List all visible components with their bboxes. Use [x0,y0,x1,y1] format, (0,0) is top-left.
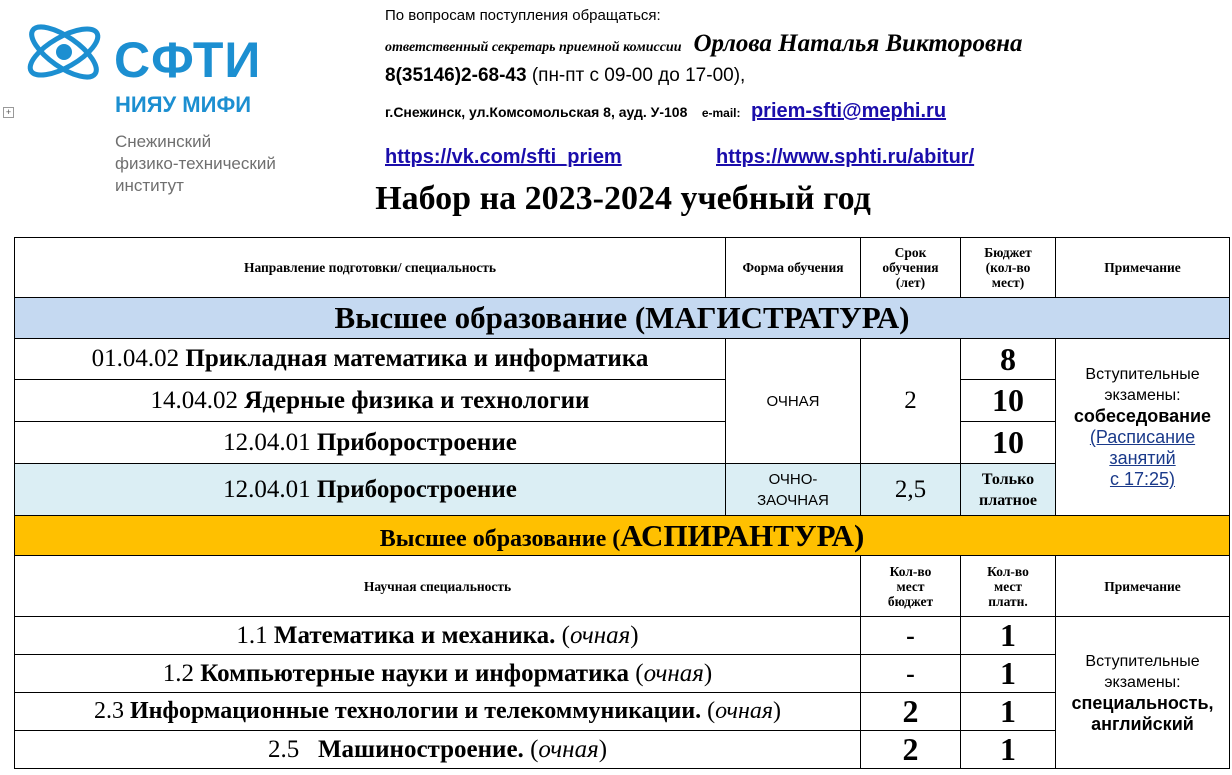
aspirantura-spec-1: 1.1 Математика и механика. (очная) [15,617,861,655]
header-budget: Бюджет (кол-во мест) [961,238,1056,298]
magistracy-budget-3: 10 [961,422,1056,464]
table-row [15,617,1230,655]
contacts-address: г.Снежинск, ул.Комсомольская 8, ауд. У-108 [385,104,688,120]
expand-handle-icon[interactable]: + [3,107,14,118]
magistracy-spec-3: 12.04.01 Приборостроение [15,422,726,464]
contacts-intro: По вопросам поступления обращаться: [385,7,661,24]
magistracy-term-parttime: 2,5 [861,464,961,516]
header-term: Срок обучения (лет) [861,238,961,298]
atom-icon [22,10,106,94]
aspirantura-paid-2: 1 [961,655,1056,693]
table-row [15,422,1230,464]
header-direction: Направление подготовки/ специальность [15,238,726,298]
aspirantura-header-row [15,556,1230,617]
magistracy-note: Вступительные экзамены: собеседование (Расписание занятий с 17:25) [1056,339,1230,516]
admission-table [14,237,1230,769]
aspirantura-paid-3: 1 [961,693,1056,731]
email-link[interactable]: priem-sfti@mephi.ru [750,100,947,122]
magistracy-budget-parttime: Только платное [961,464,1056,516]
contacts-person: Орлова Наталья Викторовна [693,30,1023,57]
aspirantura-paid-4: 1 [961,731,1056,769]
magistracy-spec-parttime: 12.04.01 Приборостроение [15,464,726,516]
contacts-phone-line [385,65,745,87]
magistracy-heading: Высшее образование (МАГИСТРАТУРА) [15,298,1230,339]
magistracy-spec-1: 01.04.02 Прикладная математика и информатика [15,339,726,380]
logo-line-2: физико-технический [115,154,276,173]
magistracy-term: 2 [861,339,961,464]
schedule-link[interactable]: (Расписание занятий с 17:25) [1089,427,1196,489]
magistracy-budget-1: 8 [961,339,1056,380]
contacts-phone: 8(35146)2-68-43 [385,65,527,86]
page-title: Набор на 2023-2024 учебный год [375,180,871,217]
header-note: Примечание [1056,238,1230,298]
aspirantura-budget-4: 2 [861,731,961,769]
magistracy-form: ОЧНАЯ [726,339,861,464]
table-row [15,693,1230,731]
aspirantura-header-paid: Кол-во мест платн. [961,556,1056,617]
logo-line-1: Снежинский [115,132,212,151]
logo-line-3: институт [115,176,184,195]
aspirantura-header-spec: Научная специальность [15,556,861,617]
aspirantura-budget-1: - [861,617,961,655]
magistracy-budget-2: 10 [961,380,1056,422]
logo [22,10,322,200]
aspirantura-budget-2: - [861,655,961,693]
aspirantura-heading: Высшее образование (АСПИРАНТУРА) [15,516,1230,556]
logo-name: СФТИ [114,32,262,88]
aspirantura-heading-row [15,516,1230,556]
contacts-role-line [385,30,1023,58]
aspirantura-header-budget: Кол-во мест бюджет [861,556,961,617]
aspirantura-budget-3: 2 [861,693,961,731]
vk-link[interactable]: https://vk.com/sfti_priem [385,146,622,168]
magistracy-spec-2: 14.04.02 Ядерные физика и технологии [15,380,726,422]
magistracy-heading-row [15,298,1230,339]
contacts-hours: (пн-пт с 09-00 до 17-00), [526,65,746,86]
table-row [15,339,1230,380]
table-row [15,731,1230,769]
magistracy-form-parttime: ОЧНО- ЗАОЧНАЯ [726,464,861,516]
table-row [15,464,1230,516]
aspirantura-paid-1: 1 [961,617,1056,655]
aspirantura-note: Вступительные экзамены: специальность, английский [1056,617,1230,769]
contacts-email-label: e-mail: [701,106,741,120]
logo-subname: НИЯУ МИФИ [115,92,252,117]
contacts-role: ответственный секретарь приемной комиссии [385,40,682,55]
site-link[interactable]: https://www.sphti.ru/abitur/ [716,146,975,168]
aspirantura-spec-2: 1.2 Компьютерные науки и информатика (очная) [15,655,861,693]
header-form: Форма обучения [726,238,861,298]
aspirantura-header-note: Примечание [1056,556,1230,617]
contacts-address-line [385,100,946,123]
table-row [15,655,1230,693]
aspirantura-spec-3: 2.3 Информационные технологии и телекоммуникации. (очная) [15,693,861,731]
table-header-row [15,238,1230,298]
aspirantura-spec-4: 2.5 Машиностроение. (очная) [15,731,861,769]
table-row [15,380,1230,422]
